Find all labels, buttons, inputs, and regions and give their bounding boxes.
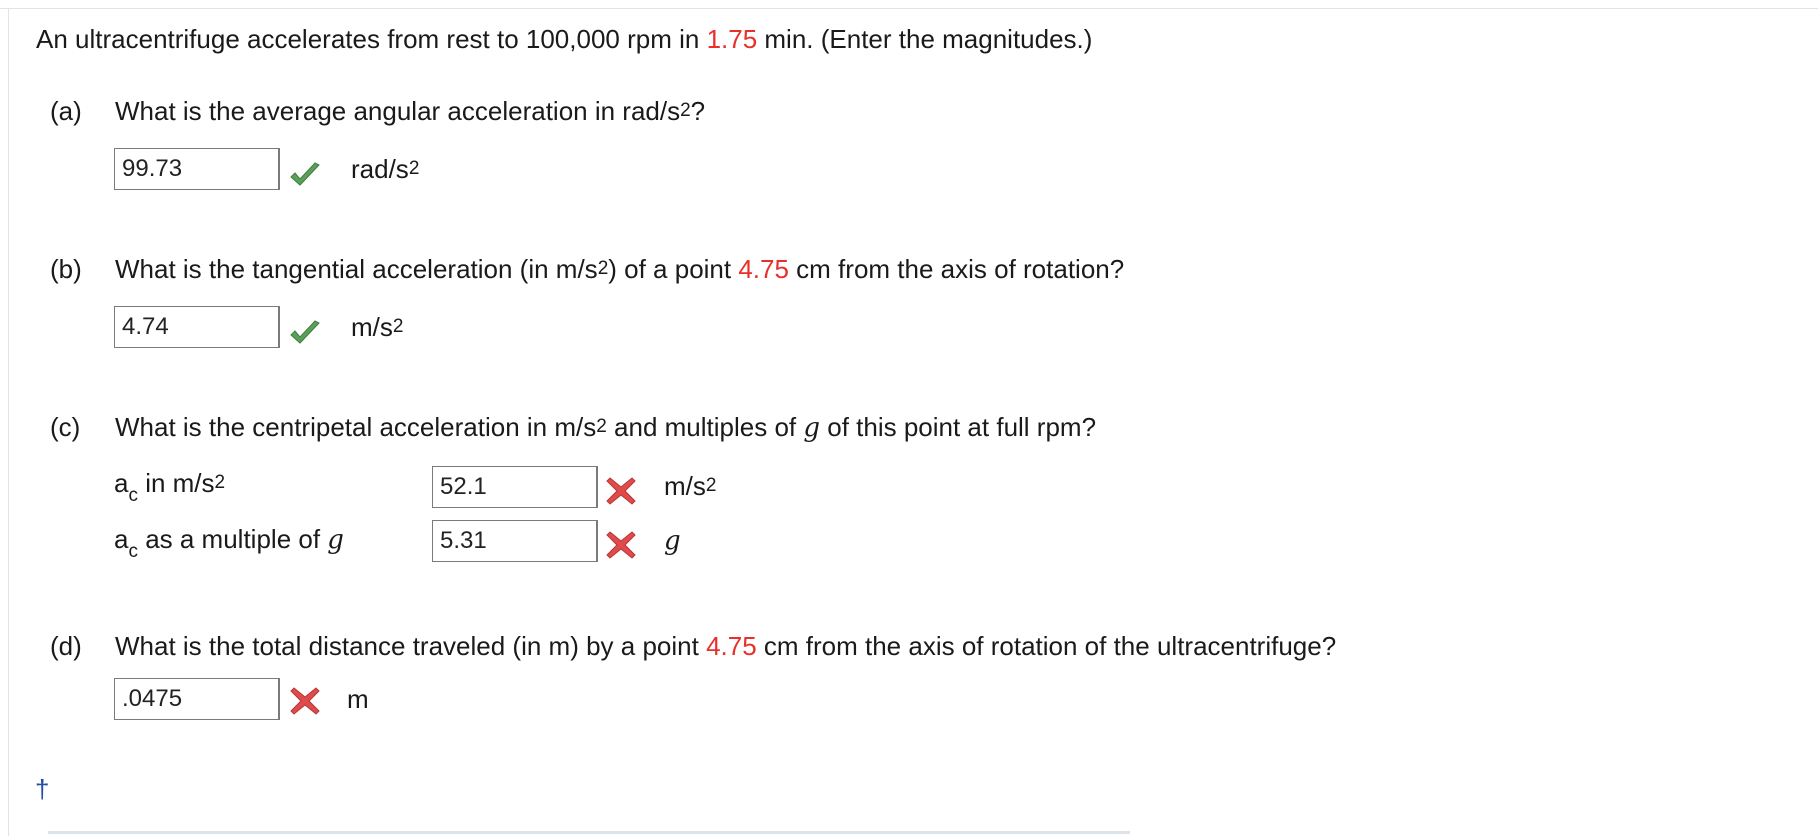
part-b-question-mid: ) of a point (608, 254, 739, 284)
check-icon (288, 316, 322, 350)
part-c-row1-unit-base: m/s (664, 471, 706, 501)
part-a-question-sup: 2 (680, 100, 691, 121)
part-a-question-text: What is the average angular acceleration in rad/s (115, 96, 681, 126)
part-a-label: (a) (50, 96, 82, 126)
part-d-unit: m (347, 684, 369, 714)
part-b-unit-base: m/s (351, 312, 393, 342)
x-icon (288, 684, 322, 718)
part-c-label: (c) (50, 412, 81, 442)
part-a-unit-base: rad/s (351, 154, 409, 184)
intro-before: An ultracentrifuge accelerates from rest to 100,000 rpm in (36, 24, 707, 54)
time-value: 1.75 (706, 24, 758, 54)
part-d-question (115, 631, 1336, 661)
part-b-question-sup: 2 (597, 258, 609, 279)
intro-after: min. (Enter the magnitudes.) (757, 24, 1093, 54)
top-divider (0, 0, 1818, 9)
part-d-question-end: cm from the axis of rotation of the ultracentrifuge? (756, 631, 1337, 661)
ac-a: a (114, 524, 129, 554)
ac-label-sup: 2 (214, 472, 226, 493)
part-c-row1-unit (664, 471, 716, 501)
part-d-question-text: What is the total distance traveled (in m) by a point (115, 631, 707, 661)
part-c-row2-unit: g (664, 526, 681, 556)
part-c-row1-label (114, 468, 226, 506)
ac-label-rest: as a multiple of (137, 524, 328, 554)
part-b-unit-sup: 2 (392, 316, 404, 337)
left-divider (8, 9, 9, 836)
part-b-unit (351, 312, 403, 342)
x-icon (604, 474, 638, 508)
part-a-unit-sup: 2 (408, 158, 420, 179)
part-c-question-end: of this point at full rpm? (820, 412, 1097, 442)
x-icon (604, 528, 638, 562)
part-c-question-mid: and multiples of (606, 412, 804, 442)
part-c-question (115, 412, 1096, 443)
bottom-divider (48, 831, 1130, 834)
part-a-answer-input[interactable] (114, 148, 280, 190)
part-b-question-text: What is the tangential acceleration (in m/s (115, 254, 598, 284)
part-c-question-g: g (803, 413, 821, 443)
part-a-question-end: ? (690, 96, 706, 126)
part-d-answer-input[interactable] (114, 678, 280, 720)
part-b-distance: 4.75 (738, 254, 789, 284)
part-a-question (115, 96, 705, 126)
problem-statement (36, 24, 1092, 54)
part-d-distance: 4.75 (706, 631, 757, 661)
ac-sub: c (128, 485, 138, 506)
part-c-question-text: What is the centripetal acceleration in m/s (115, 412, 597, 442)
footnote-dagger[interactable]: † (35, 774, 50, 804)
ac-sub: c (128, 541, 138, 562)
part-c-row1-unit-sup: 2 (705, 475, 717, 496)
part-c-row2-label (114, 524, 344, 562)
part-d-label: (d) (50, 631, 82, 661)
part-c-ac-input[interactable] (432, 466, 598, 508)
check-icon (288, 158, 322, 192)
part-c-g-input[interactable] (432, 520, 598, 562)
ac-label-rest: in m/s (137, 468, 215, 498)
ac-a: a (114, 468, 129, 498)
part-c-question-sup: 2 (596, 416, 607, 437)
part-b-question (115, 254, 1124, 284)
part-b-question-end: cm from the axis of rotation? (788, 254, 1125, 284)
ac-label-g: g (327, 525, 344, 555)
part-a-unit (351, 154, 419, 184)
part-b-label: (b) (50, 254, 82, 284)
part-b-answer-input[interactable] (114, 306, 280, 348)
